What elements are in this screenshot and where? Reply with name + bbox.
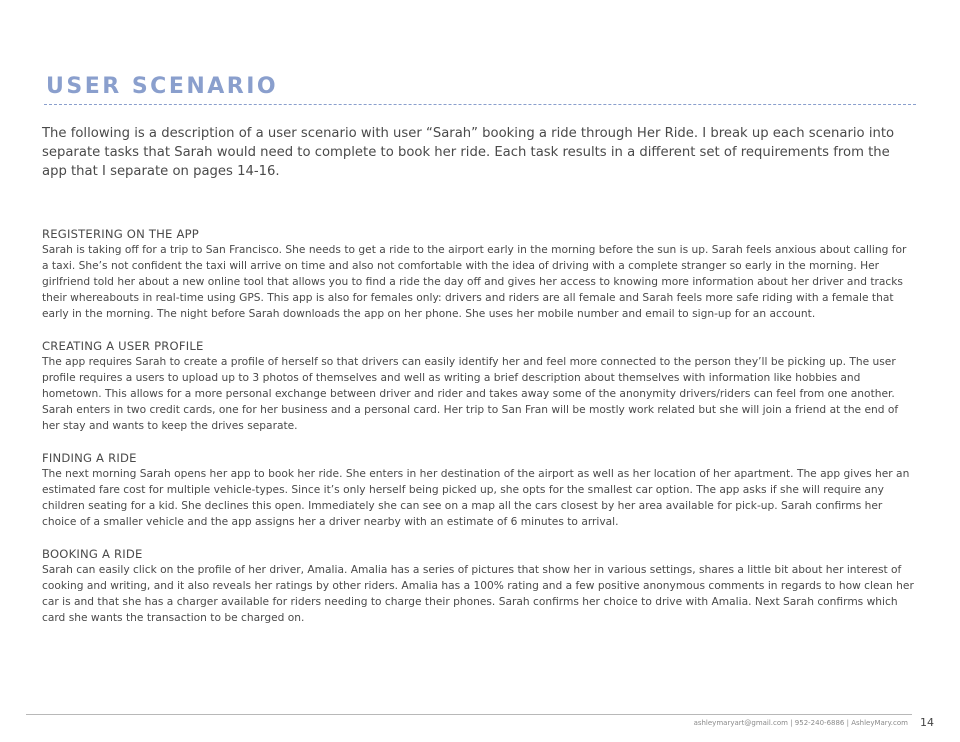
page-number: 14 (920, 716, 934, 729)
section-heading: FINDING A RIDE (42, 451, 137, 465)
section-body: The app requires Sarah to create a profile of herself so that drivers can easily identify her and feel more connected to the person they’ll be picking up. The user profile requires a users to upload up to 3 photos of themselves and well as writing a brief description about themselves with information like hobbies and hometown. This allows for a more personal exchange between driver and rider and takes away some of the anonymity drivers/riders can feel from one another. Sarah enters in two credit cards, one for her business and a personal card. Her trip to San Fran will be mostly work related but she will join a friend at the end of her stay and wants to keep the drives separate. (42, 355, 899, 432)
footer-divider (26, 714, 912, 715)
section-heading: BOOKING A RIDE (42, 547, 143, 561)
section-heading: CREATING A USER PROFILE (42, 339, 204, 353)
page-title: USER SCENARIO (46, 74, 279, 99)
section-registering (42, 226, 914, 322)
section-body: Sarah is taking off for a trip to San Francisco. She needs to get a ride to the airport early in the morning before the sun is up. Sarah feels anxious about calling for a taxi. She’s not confident the taxi will arrive on time and also not comfortable with the idea of driving with a complete stranger so early in the morning. Her girlfriend told her about a new online tool that allows you to find a ride the day off and gives her access to knowing more information about her driver and tracks their whereabouts in real-time using GPS. This app is also for females only: drivers and riders are all female and Sarah feels more safe riding with a female that early in the morning. The night before Sarah downloads the app on her phone. She uses her mobile number and email to sign-up for an account. (42, 243, 907, 320)
section-creating-profile (42, 338, 914, 434)
intro-paragraph: The following is a description of a user scenario with user “Sarah” booking a ride through Her Ride. I break up each scenario into separate tasks that Sarah would need to complete to book her ride. Each task results in a different set of requirements from the app that I separate on pages 14-16. (42, 126, 895, 179)
footer-contact: ashleymaryart@gmail.com | 952-240-6886 | AshleyMary.com (693, 719, 908, 727)
section-booking-ride (42, 546, 914, 626)
title-divider (44, 104, 916, 105)
section-body: The next morning Sarah opens her app to book her ride. She enters in her destination of the airport as well as her location of her apartment. The app gives her an estimated fare cost for multiple vehicle-types. Since it’s only herself being picked up, she opts for the smallest car option. The app asks if she will require any children seating for a kid. She declines this open. Immediately she can see on a map all the cars closest by her area available for pick-up. Sarah confirms her choice of a smaller vehicle and the app assigns her a driver nearby with an estimate of 6 minutes to arrival. (42, 467, 910, 528)
section-finding-ride (42, 450, 914, 530)
section-heading: REGISTERING ON THE APP (42, 227, 199, 241)
section-body: Sarah can easily click on the profile of her driver, Amalia. Amalia has a series of pictures that show her in various settings, shares a little bit about her interest of cooking and writing, and it also reveals her ratings by other riders. Amalia has a 100% rating and a few positive anonymous comments in regards to how clean her car is and that she has a charger available for riders needing to charge their phones. Sarah confirms her choice to drive with Amalia. Next Sarah confirms which card she wants the transaction to be charged on. (42, 563, 914, 624)
